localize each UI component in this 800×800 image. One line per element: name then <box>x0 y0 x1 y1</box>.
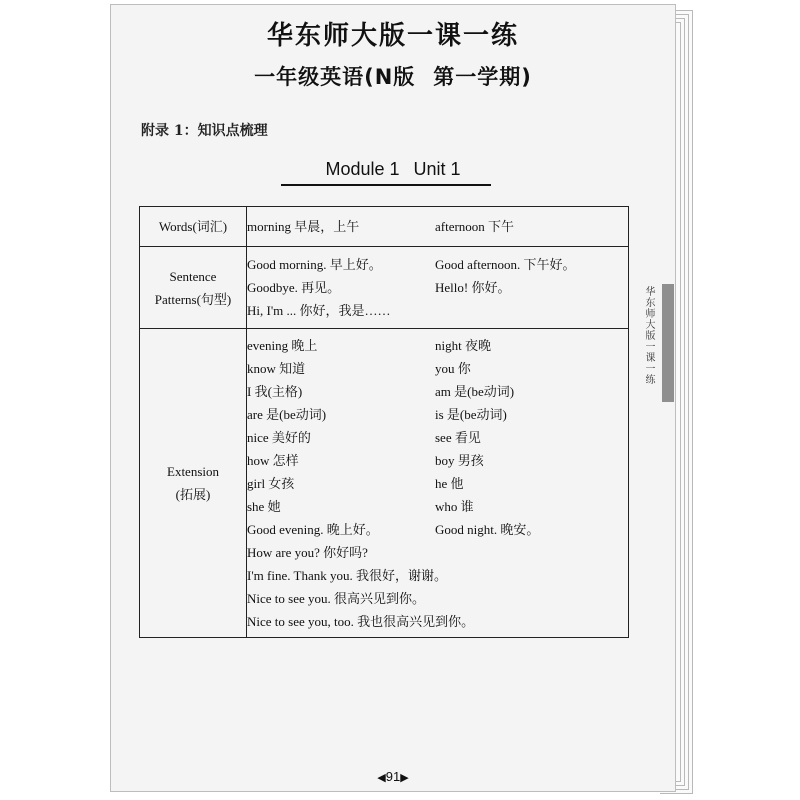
extension-right-entry: you 你 <box>435 360 471 376</box>
sentence-label <box>140 247 247 329</box>
extension-full-entry: I'm fine. Thank you. 我很好，谢谢。 <box>247 567 447 583</box>
extension-grid <box>247 334 628 633</box>
sentence-left-entry: Good morning. 早上好。 <box>247 257 382 272</box>
sentence-full-entry: Hi, I'm ... 你好，我是…… <box>247 303 391 318</box>
sentence-right-entry: Hello! 你好。 <box>435 280 511 295</box>
extension-right-entry: is 是(be动词) <box>435 406 507 422</box>
words-content <box>247 207 629 247</box>
sentence-content <box>247 247 629 329</box>
extension-content <box>247 329 629 638</box>
extension-full-entry: Nice to see you, too. 我也很高兴见到你。 <box>247 613 475 629</box>
sentence-left-entry: Goodbye. 再见。 <box>247 280 341 295</box>
module-underline <box>281 184 491 186</box>
sentence-row <box>140 247 629 329</box>
sentence-right-entry: Good afternoon. 下午好。 <box>435 257 576 272</box>
extension-full-entry: How are you? 你好吗? <box>247 544 368 560</box>
subtitle-right: 第一学期) <box>433 65 532 89</box>
book-title: 华东师大版一课一练 <box>266 21 519 51</box>
page-number-value: 91 <box>385 769 401 784</box>
extension-right-entry: Good night. 晚安。 <box>435 521 540 537</box>
extension-left-entry: know 知道 <box>247 360 306 376</box>
sentence-grid <box>247 253 628 322</box>
extension-left-entry: girl 女孩 <box>247 475 295 491</box>
sentence-label-line2: Patterns(句型) <box>154 291 232 307</box>
side-tab-label: 华东师大版一课一练 <box>643 286 654 385</box>
unit-label: Unit 1 <box>413 159 461 179</box>
extension-right-entry: boy 男孩 <box>435 452 484 468</box>
extension-right-entry: am 是(be动词) <box>435 383 515 399</box>
book-page <box>110 4 676 792</box>
extension-right-entry: who 谁 <box>435 498 474 514</box>
words-left-entry: morning 早晨，上午 <box>247 219 360 234</box>
words-grid <box>247 215 628 238</box>
words-row <box>140 207 629 247</box>
sentence-label-line1: Sentence <box>169 268 217 284</box>
prev-triangle-icon: ◀ <box>377 772 386 784</box>
knowledge-table <box>139 206 629 638</box>
next-triangle-icon: ▶ <box>400 772 409 784</box>
extension-left-entry: evening 晚上 <box>247 337 318 353</box>
page-number <box>111 769 675 784</box>
extension-left-entry: Good evening. 晚上好。 <box>247 521 379 537</box>
extension-left-entry: nice 美好的 <box>247 429 311 445</box>
extension-right-entry: night 夜晚 <box>435 337 491 353</box>
extension-label-line1: Extension <box>167 464 219 479</box>
extension-left-entry: she 她 <box>247 498 281 514</box>
extension-full-entry: Nice to see you. 很高兴见到你。 <box>247 590 426 606</box>
extension-left-entry: how 怎样 <box>247 452 299 468</box>
side-tab-marker <box>662 284 674 402</box>
module-label: Module 1 <box>325 159 400 179</box>
words-right-entry: afternoon 下午 <box>435 219 515 234</box>
extension-label-line2: (拓展) <box>175 487 211 502</box>
appendix-heading: 附录 1：知识点梳理 <box>141 123 268 139</box>
module-heading <box>111 159 675 180</box>
extension-label <box>140 329 247 638</box>
extension-left-entry: are 是(be动词) <box>247 406 327 422</box>
extension-row <box>140 329 629 638</box>
words-label: Words(词汇) <box>140 207 247 247</box>
extension-right-entry: he 他 <box>435 475 464 491</box>
subtitle-left: 一年级英语(N版 <box>254 65 416 89</box>
extension-right-entry: see 看见 <box>435 429 481 445</box>
extension-left-entry: I 我(主格) <box>247 383 303 399</box>
book-subtitle <box>111 61 675 91</box>
